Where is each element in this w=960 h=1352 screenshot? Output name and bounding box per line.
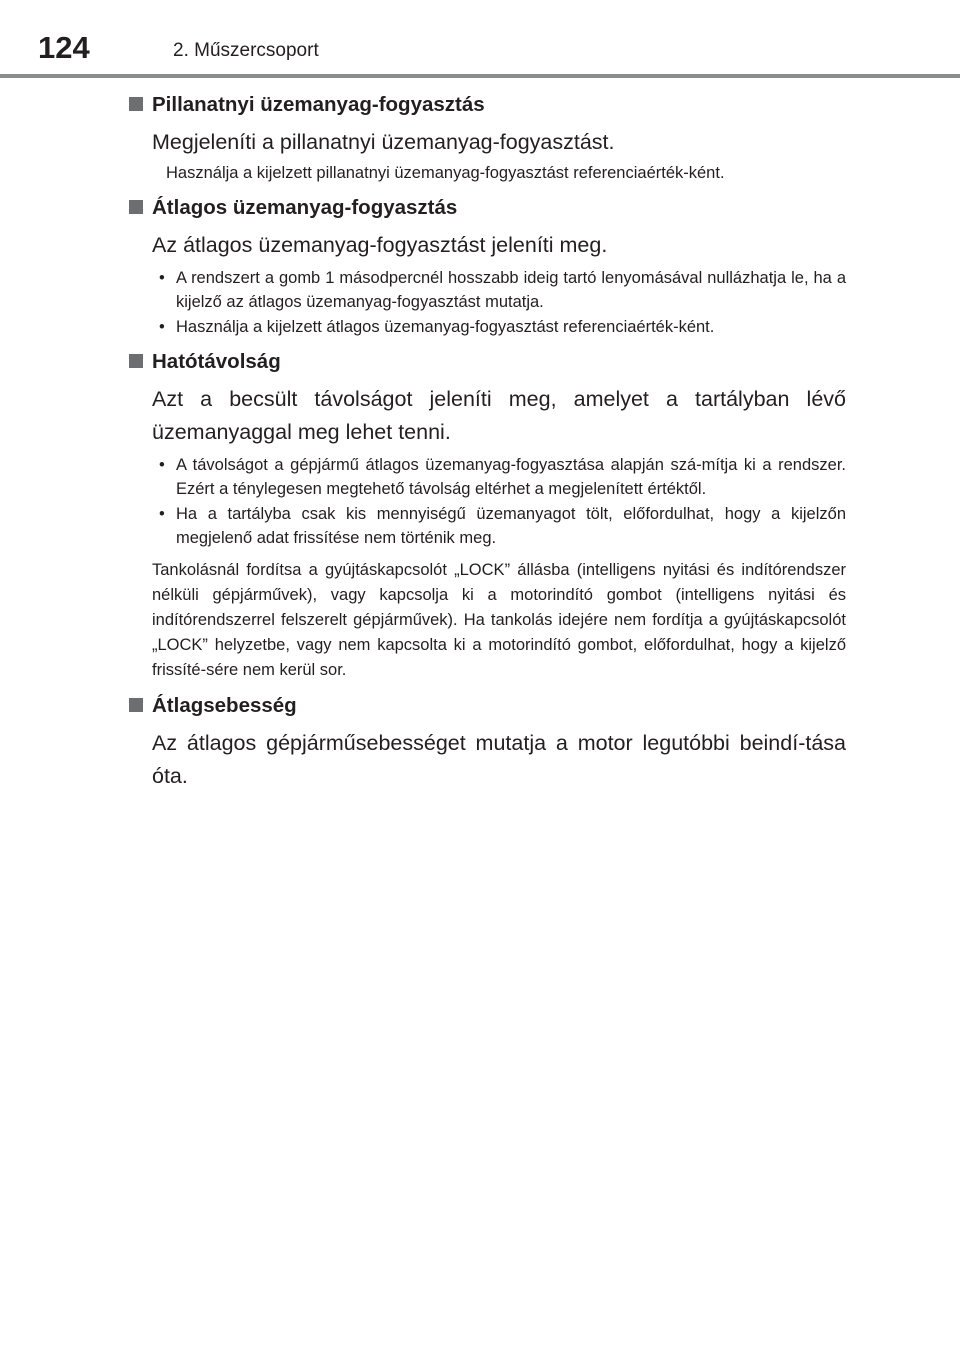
section-note: Használja a kijelzett pillanatnyi üzemanyag-fogyasztást referenciaérték-ként. xyxy=(166,164,725,182)
page-number: 124 xyxy=(38,30,90,65)
list-item xyxy=(159,453,846,501)
section-range xyxy=(128,347,846,683)
page-content xyxy=(128,90,846,801)
header-divider xyxy=(0,74,960,78)
list-item xyxy=(159,315,846,339)
square-bullet-icon xyxy=(129,200,143,214)
list-item xyxy=(159,266,846,314)
square-bullet-icon xyxy=(129,698,143,712)
bullet-list xyxy=(128,266,846,339)
chapter-title: 2. Műszercsoport xyxy=(173,40,319,61)
list-item xyxy=(159,502,846,550)
list-item-text: A távolságot a gépjármű átlagos üzemanyag-fogyasztása alapján szá-mítja ki a rendszer. Ezért a ténylegesen megtehető távolság eltérhet a megjelenített értéktől. xyxy=(176,456,846,498)
section-instant-fuel xyxy=(128,90,846,185)
section-lead: Az átlagos üzemanyag-fogyasztást jeleníti meg. xyxy=(152,233,608,257)
bullet-dot: • xyxy=(159,505,165,523)
section-heading xyxy=(128,90,846,120)
section-heading-text: Átlagsebesség xyxy=(152,694,297,717)
section-heading xyxy=(128,691,846,721)
list-item-text: A rendszert a gomb 1 másodpercnél hosszabb ideig tartó lenyomásával nullázhatja le, ha a kijelző az átlagos üzemanyag-fogyasztást mutatja. xyxy=(176,269,846,311)
section-heading xyxy=(128,193,846,223)
section-average-fuel xyxy=(128,193,846,339)
square-bullet-icon xyxy=(129,354,143,368)
page-header xyxy=(0,0,960,78)
section-heading-text: Átlagos üzemanyag-fogyasztás xyxy=(152,196,458,219)
bullet-dot: • xyxy=(159,318,165,336)
square-bullet-icon xyxy=(129,97,143,111)
bullet-dot: • xyxy=(159,269,165,287)
bullet-dot: • xyxy=(159,456,165,474)
bullet-list xyxy=(128,453,846,550)
section-average-speed xyxy=(128,691,846,793)
list-item-text: Ha a tartályba csak kis mennyiségű üzemanyagot tölt, előfordulhat, hogy a kijelzőn megjelenő adat frissítése nem történik meg. xyxy=(176,505,846,547)
section-paragraph: Tankolásnál fordítsa a gyújtáskapcsolót „LOCK” állásba (intelligens nyitási és indítórendszer nélküli gépjárművek), vagy kapcsolja ki a motorindító gombot (intelligens nyitási és indítórendszerrel felszerelt gépjárművek). Ha tankolás idejére nem fordítja a gyújtáskapcsolót „LOCK” helyzetbe, vagy nem kapcsolta ki a motorindító gombot, előfordulhat, hogy a kijelző frissíté-sére nem kerül sor. xyxy=(152,561,846,679)
section-heading xyxy=(128,347,846,377)
section-lead: Az átlagos gépjárműsebességet mutatja a motor legutóbbi beindí-tása óta. xyxy=(152,731,846,788)
section-lead: Azt a becsült távolságot jeleníti meg, amelyet a tartályban lévő üzemanyaggal meg lehet tenni. xyxy=(152,387,846,444)
section-heading-text: Hatótávolság xyxy=(152,350,281,373)
section-lead: Megjeleníti a pillanatnyi üzemanyag-fogyasztást. xyxy=(152,130,615,154)
section-heading-text: Pillanatnyi üzemanyag-fogyasztás xyxy=(152,93,485,116)
list-item-text: Használja a kijelzett átlagos üzemanyag-fogyasztást referenciaérték-ként. xyxy=(176,318,715,336)
